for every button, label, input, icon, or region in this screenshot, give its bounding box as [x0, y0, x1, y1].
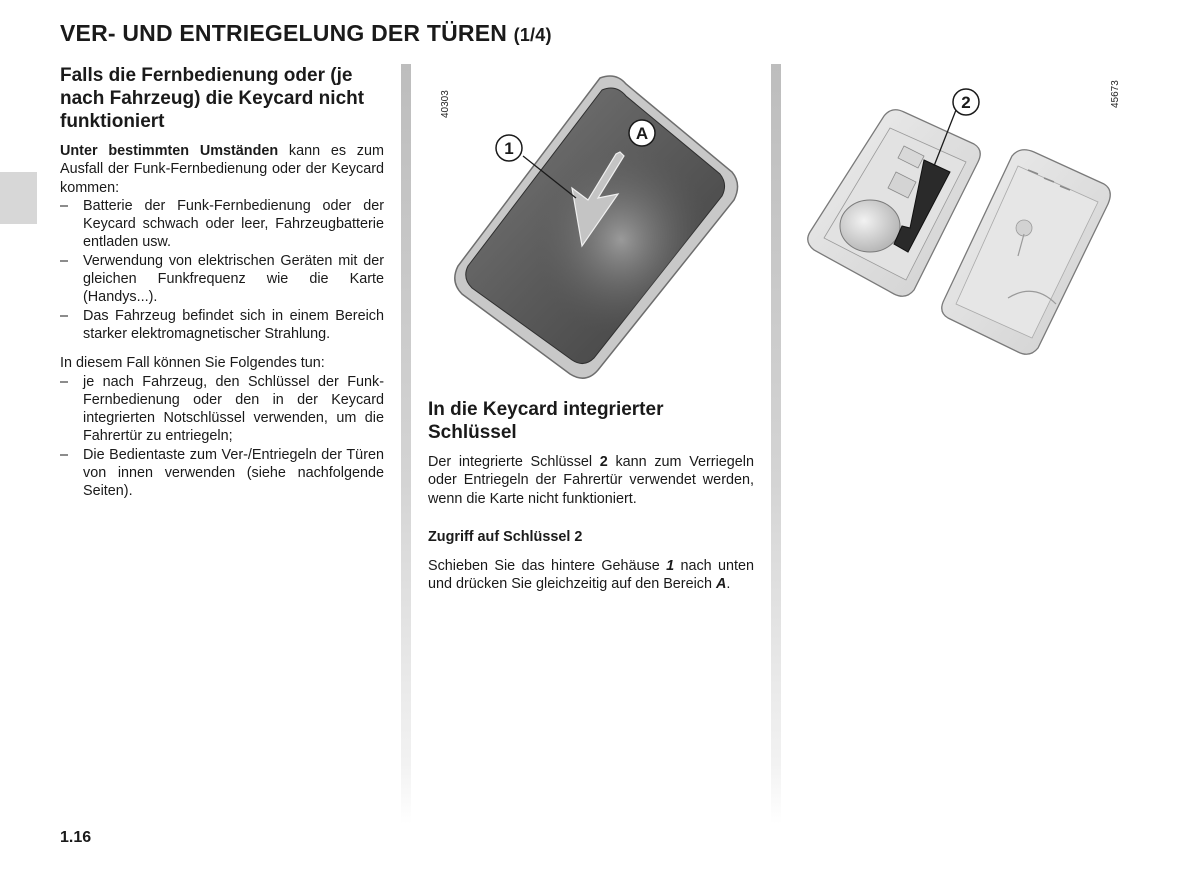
- text-segment: nach unten und drücken Sie gleichzeitig auf den Bereich: [428, 557, 754, 593]
- list-item-text: Das Fahrzeug befindet sich in einem Bereich starker elektromagnetischer Strahlung.: [83, 307, 384, 342]
- keycard-opened-illustration: [798, 86, 1118, 366]
- ref-number-2: 2: [599, 454, 608, 470]
- text-segment: kann zum Verriegeln oder Entriegeln der Fahrertür verwendet werden, wenn die Karte nicht funktioniert.: [428, 454, 754, 507]
- callout-label-2: 2: [961, 93, 971, 112]
- access-subheading: Zugriff auf Schlüssel 2: [428, 528, 583, 545]
- title-page-indicator: (1/4): [513, 25, 552, 45]
- keycard-back-illustration: [440, 70, 740, 385]
- text-segment: .: [726, 576, 731, 593]
- actions-intro: In diesem Fall können Sie Folgendes tun:: [60, 355, 325, 372]
- list-item: [60, 373, 384, 446]
- list-item-text: Batterie der Funk-Fernbedienung oder der Keycard schwach oder leer, Fahrzeugbatterie entladen usw.: [83, 197, 384, 251]
- intro-text: kann es zum Ausfall der Funk-Fernbedienung oder der Keycard kommen:: [60, 143, 384, 196]
- integrated-key-paragraph: [428, 453, 754, 508]
- list-dash: –: [60, 307, 69, 324]
- causes-list: [60, 197, 384, 343]
- ref-letter-a: A: [716, 576, 727, 593]
- figure-ref-code: 40303: [440, 90, 451, 118]
- page-number: 1.16: [60, 829, 92, 846]
- list-item: [60, 307, 384, 344]
- list-item: [60, 197, 384, 252]
- callout-label-a: A: [635, 124, 649, 143]
- left-column: [60, 64, 384, 501]
- page-title: [60, 20, 552, 47]
- section-heading-integrated-key: In die Keycard integrierter Schlüssel: [428, 399, 664, 443]
- text-segment: Schieben Sie das hintere Gehäuse: [428, 557, 667, 574]
- list-item-text: Verwendung von elektrischen Geräten mit der gleichen Funkfrequenz wie die Karte (Handys...).: [83, 252, 384, 306]
- text-segment: Der integrierte Schlüssel: [428, 454, 600, 470]
- list-item-text: Die Bedientaste zum Ver-/Entriegeln der Türen von innen verwenden (siehe nachfolgende Seiten).: [83, 446, 384, 500]
- section-tab-marker: [0, 172, 37, 224]
- list-dash: –: [60, 373, 69, 390]
- intro-paragraph: [60, 142, 384, 197]
- list-item: [60, 252, 384, 307]
- section-heading-remote-failure: Falls die Fernbedienung oder (je nach Fahrzeug) die Keycard nicht funktioniert: [60, 65, 365, 132]
- list-item: [60, 446, 384, 501]
- figure-ref-code: 45673: [1110, 80, 1121, 108]
- intro-bold-text: Unter bestimmten Umständen: [60, 143, 279, 159]
- list-dash: –: [60, 252, 69, 269]
- list-dash: –: [60, 446, 69, 463]
- column-divider-left: [401, 64, 411, 824]
- column-divider-right: [771, 64, 781, 824]
- callout-label-1: 1: [504, 139, 514, 158]
- access-paragraph: [428, 557, 754, 594]
- list-dash: –: [60, 197, 69, 214]
- battery-icon: [840, 200, 900, 252]
- list-item-text: je nach Fahrzeug, den Schlüssel der Funk-Fernbedienung oder den in der Keycard integrierten Notschlüssel verwenden, um die Fahrertür zu entriegeln;: [83, 373, 384, 445]
- title-text: VER- UND ENTRIEGELUNG DER TÜREN: [60, 20, 508, 46]
- ref-number-1: 1: [666, 557, 675, 574]
- actions-list: [60, 373, 384, 501]
- middle-column: [428, 398, 754, 593]
